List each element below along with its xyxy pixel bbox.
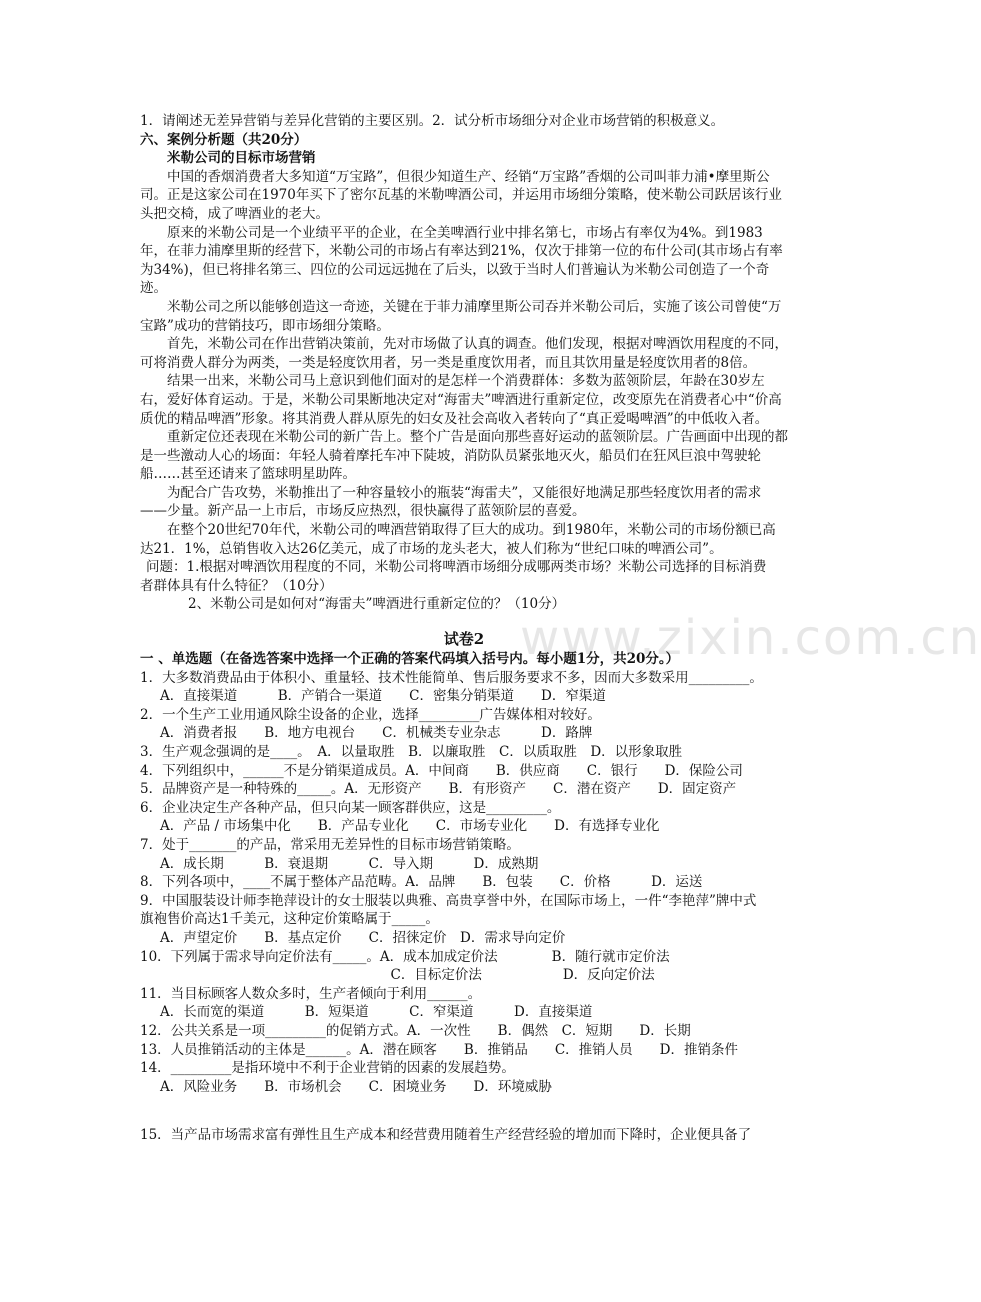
mcq-options-line: A．消费者报 B．地方电视台 C．机械类专业杂志 D．路牌: [160, 725, 593, 742]
mcq-question-line: 5．品牌资产是一种特殊的_____。A．无形资产 B．有形资产 C．潜在资产 D．固定资产: [140, 781, 737, 798]
mcq-question-line: 旗袍售价高达1千美元，这种定价策略属于_____。: [140, 911, 439, 928]
case-question-1b: 者群体具有什么特征？（10分）: [140, 577, 333, 594]
mcq-options-line: A．成长期 B．衰退期 C．导入期 D．成熟期: [160, 855, 539, 872]
mcq-options-line: A．产品 / 市场集中化 B．产品专业化 C．市场专业化 D．有选择专业化: [160, 818, 660, 835]
case-paragraph-1: 中国的香烟消费者大多知道“万宝路”，但很少知道生产、经销“万宝路”香烟的公司叫菲力浦•摩里斯公司。正是这家公司在1970年买下了密尔瓦基的米勒啤酒公司，并运用市场细分策略，使米勒公司跃居该行业头把交椅，成了啤酒业的老大。: [140, 168, 782, 222]
case-paragraph-5: 结果一出来，米勒公司马上意识到他们面对的是怎样一个消费群体：多数为蓝领阶层，年龄在30岁左右，爱好体育运动。于是，米勒公司果断地决定对“海雷夫”啤酒进行重新定位，改变原先在消费者心中“价高质优的精品啤酒”形象。将其消费人群从原先的妇女及社会高收入者转向了“真正爱喝啤酒”的中低收入者。: [140, 373, 782, 427]
case-paragraph-3: 米勒公司之所以能够创造这一奇迹，关键在于菲力浦摩里斯公司吞并米勒公司后，实施了该公司曾使“万宝路”成功的营销技巧，即市场细分策略。: [140, 298, 782, 334]
section-1-title: 一 、单选题（在备选答案中选择一个正确的答案代码填入括号内。每小题1分，共20分。）: [140, 651, 680, 668]
document-page: [140, 112, 788, 1145]
mcq-question-line: 2．一个生产工业用通风除尘设备的企业，选择_________广告媒体相对较好。: [140, 706, 601, 723]
mcq-question-line: 7．处于_______的产品，常采用无差异性的目标市场营销策略。: [140, 836, 520, 853]
case-paragraph-7: 为配合广告攻势，米勒推出了一种容量较小的瓶装“海雷夫”，又能很好地满足那些轻度饮用者的需求——少量。新产品一上市后，市场反应热烈，很快赢得了蓝领阶层的喜爱。: [140, 484, 762, 520]
mcq-options-line: A．声望定价 B．基点定价 C．招徕定价 D．需求导向定价: [160, 929, 566, 946]
mcq-question-line: 6．企业决定生产各种产品，但只向某一顾客群供应，这是_________。: [140, 799, 561, 816]
mcq-question-line: 4．下列组织中，______不是分销渠道成员。A．中间商 B．供应商 C．银行 D．保险公司: [140, 762, 743, 779]
watermark: www.zixin.com.cn: [520, 610, 981, 666]
case-question-1a: 问题：1.根据对啤酒饮用程度的不同，米勒公司将啤酒市场细分成哪两类市场？米勒公司选择的目标消费: [146, 559, 767, 576]
essay-questions-line: 1．请阐述无差异营销与差异化营销的主要区别。2．试分析市场细分对企业市场营销的积极意义。: [140, 113, 725, 129]
case-paragraph-2: 原来的米勒公司是一个业绩平平的企业，在全美啤酒行业中排名第七，市场占有率仅为4%。到1983年，在菲力浦摩里斯的经营下，米勒公司的市场占有率达到21%，仅次于排第一位的布什公司(其市场占有率为34%)，但已将排名第三、四位的公司远远抛在了后头，以致于当时人们普遍认为米勒公司创造了一个奇迹。: [140, 224, 783, 297]
mcq-options-line: A．风险业务 B．市场机会 C．困境业务 D．环境威胁: [160, 1078, 552, 1095]
mcq-options-line: A．长而宽的渠道 B．短渠道 C．窄渠道 D．直接渠道: [160, 1004, 593, 1021]
case-paragraph-4: 首先，米勒公司在作出营销决策前，先对市场做了认真的调查。他们发现，根据对啤酒饮用程度的不同，可将消费人群分为两类，一类是轻度饮用者，另一类是重度饮用者，而且其饮用量是轻度饮用者的8倍。: [140, 336, 788, 371]
mcq-question-line: 8．下列各项中，____不属于整体产品范畴。A．品牌 B．包装 C．价格 D．运送: [140, 874, 703, 891]
mcq-question-line: 11．当目标顾客人数众多时，生产者倾向于利用______。: [140, 985, 482, 1002]
exam-2-title: 试卷2: [443, 630, 485, 649]
mcq-question-line: 3．生产观念强调的是____。 A．以量取胜 B．以廉取胜 C．以质取胜 D．以形象取胜: [140, 744, 683, 760]
mcq-question-line: 10．下列属于需求导向定价法有_____。A．成本加成定价法 B．随行就市定价法: [140, 948, 670, 965]
mcq-question-line: 13．人员推销活动的主体是______。A．潜在顾客 B．推销品 C．推销人员 D．推销条件: [140, 1041, 739, 1058]
case-question-2: 2、米勒公司是如何对“海雷夫”啤酒进行重新定位的？（10分）: [188, 596, 566, 613]
mcq-question-line: 14．_________是指环境中不利于企业营销的因素的发展趋势。: [140, 1060, 515, 1077]
mcq-list: [140, 669, 788, 1097]
mcq-options-line: A．直接渠道 B．产销合一渠道 C．密集分销渠道 D．窄渠道: [160, 688, 606, 705]
case-paragraph-6: 重新定位还表现在米勒公司的新广告上。整个广告是面向那些喜好运动的蓝领阶层。广告画面中出现的都是一些激动人心的场面：年轻人骑着摩托车冲下陡坡，消防队员紧张地灭火，船员们在狂风巨浪中驾驶轮船……甚至还请来了篮球明星助阵。: [140, 429, 788, 483]
section-6-title: 六、案例分析题（共20分）: [140, 131, 308, 148]
mcq-question-line: 12．公共关系是一项_________的促销方式。A．一次性 B．偶然 C．短期 D．长期: [140, 1022, 691, 1039]
mcq-question-line: 9．中国服装设计师李艳萍设计的女士服装以典雅、高贵享誉中外，在国际市场上，一件“李艳萍”牌中式: [140, 892, 757, 909]
mcq-options-line: C．目标定价法 D．反向定价法: [188, 967, 655, 984]
question-15: 15．当产品市场需求富有弹性且生产成本和经营费用随着生产经营经验的增加而下降时，企业便具备了: [140, 1127, 752, 1144]
case-title: 米勒公司的目标市场营销: [167, 150, 316, 167]
case-paragraph-8: 在整个20世纪70年代，米勒公司的啤酒营销取得了巨大的成功。到1980年，米勒公司的市场份额已高达21．1%，总销售收入达26亿美元，成了市场的龙头老大，被人们称为“世纪口味的啤酒公司”。: [140, 522, 776, 557]
mcq-question-line: 1．大多数消费品由于体积小、重量轻、技术性能简单、售后服务要求不多，因而大多数采用_________。: [140, 669, 763, 686]
